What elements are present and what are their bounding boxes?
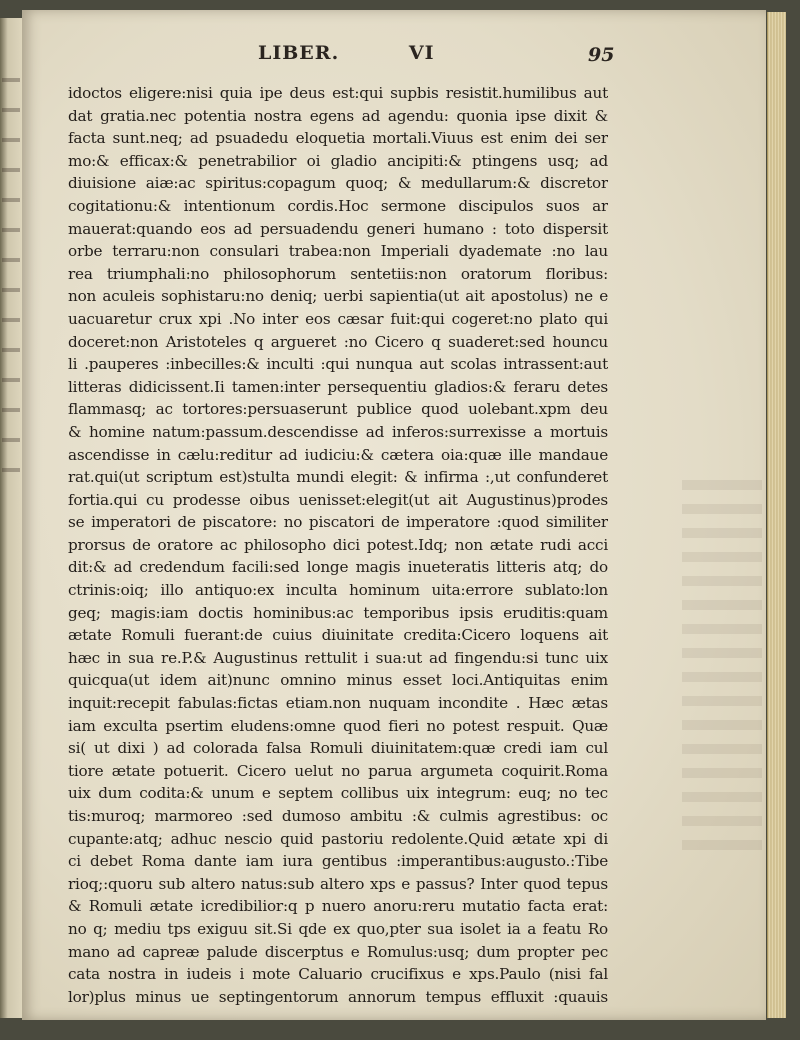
text-line: rat.qui(ut scriptum est)stulta mundi elegit: & infirma :,ut confunderet [68, 468, 608, 487]
text-line: rea triumphali:no philosophorum sentetiis:non oratorum floribus: [68, 264, 608, 283]
book-number: VI [408, 42, 435, 64]
text-line: uix dum codita:& unum e septem collibus uix integrum: euq; no tec [68, 784, 608, 803]
text-line: prorsus de oratore ac philosopho dici potest.Idq; non ætate rudi acci [68, 535, 608, 554]
text-line: mauerat:quando eos ad persuadendu generi humano : toto dispersit [68, 219, 608, 238]
text-line: dat gratia.nec potentia nostra egens ad agendu: quonia ipse dixit & [68, 106, 608, 125]
running-head [258, 42, 558, 64]
text-line: hæc in sua re.P.& Augustinus rettulit i sua:ut ad fingendu:si tunc uix [68, 648, 608, 667]
text-line: inquit:recepit fabulas:fictas etiam.non nuquam incondite . Hæc ætas [68, 694, 608, 713]
text-line: facta sunt.neq; ad psuadedu eloquetia mortali.Viuus est enim dei ser [68, 129, 608, 148]
text-line: ætate Romuli fuerant:de cuius diuinitate credita:Cicero loquens ait [68, 626, 608, 645]
text-block [68, 82, 608, 1008]
text-line: ci debet Roma dante iam iura gentibus :imperantibus:augusto.:Tibe [68, 852, 608, 871]
text-line: doceret:non Aristoteles q argueret :no Cicero q suaderet:sed houncu [68, 332, 608, 351]
text-line: rioq;:quoru sub altero natus:sub altero xps e passus? Inter quod tepus [68, 874, 608, 893]
text-line: iam exculta psertim eludens:omne quod fieri no potest respuit. Quæ [68, 716, 608, 735]
gilt-page-edges [767, 12, 786, 1018]
text-line: mano ad capreæ palude discerptus e Romulus:usq; dum propter pec [68, 942, 608, 961]
text-line: no q; mediu tps exiguu sit.Si qde ex quo,pter sua isolet ia a featu Ro [68, 919, 608, 938]
text-line: idoctos eligere:nisi quia ipe deus est:qui supbis resistit.humilibus aut [68, 84, 608, 102]
text-line: dit:& ad credendum facili:sed longe magis inueteratis litteris atq; do [68, 558, 608, 577]
text-line: geq; magis:iam doctis hominibus:ac temporibus ipsis eruditis:quam [68, 603, 608, 622]
text-line: flammasq; ac tortores:persuaserunt publice quod uolebant.xpm deu [68, 400, 608, 419]
text-line: tiore ætate potuerit. Cicero uelut no parua argumeta coquirit.Roma [68, 761, 608, 780]
text-line: & Romuli ætate icredibilior:q p nuero anoru:reru mutatio facta erat: [68, 897, 608, 916]
text-line: ctrinis:oiq; illo antiquo:ex inculta hominum uita:errore sublato:lon [68, 581, 608, 600]
text-line: lor)plus minus ue septingentorum annorum tempus effluxit :quauis [68, 987, 608, 1006]
text-line: litteras didicissent.Ii tamen:inter persequentiu gladios:& feraru detes [68, 377, 608, 396]
text-line: & homine natum:passum.descendisse ad inferos:surrexisse a mortuis [68, 422, 608, 441]
folio-number: 95 [588, 44, 615, 66]
text-line: non aculeis sophistaru:no deniq; uerbi sapientia(ut ait apostolus) ne e [68, 287, 608, 306]
text-line: cupante:atq; adhuc nescio quid pastoriu redolente.Quid ætate xpi di [68, 829, 608, 848]
text-line: cogitationu:& intentionum cordis.Hoc sermone discipulos suos ar [68, 196, 608, 215]
text-line: ascendisse in cælu:reditur ad iudiciu:& cætera oia:quæ ille mandaue [68, 445, 608, 464]
running-head-title: LIBER. [258, 42, 340, 64]
facing-page-edge [0, 18, 23, 1018]
text-line: se imperatori de piscatore: no piscatori de imperatore :quod similiter [68, 513, 608, 532]
text-line: diuisione aiæ:ac spiritus:copagum quoq; & medullarum:& discretor [68, 174, 608, 193]
text-line: uacuaretur crux xpi .No inter eos cæsar fuit:qui cogeret:no plato qui [68, 309, 608, 328]
text-line: tis:muroq; marmoreo :sed dumoso ambitu :& culmis agrestibus: oc [68, 807, 608, 825]
text-line: si( ut dixi ) ad colorada falsa Romuli diuinitatem:quæ credi iam cul [68, 739, 608, 758]
text-line: quicqua(ut idem ait)nunc omnino minus esset loci.Antiquitas enim [68, 671, 608, 690]
text-line: mo:& efficax:& penetrabilior oi gladio ancipiti:& ptingens usq; ad [68, 151, 608, 170]
show-through-text [682, 480, 772, 900]
text-line: orbe terraru:non consulari trabea:non Imperiali dyademate :no lau [68, 242, 608, 261]
text-line: cata nostra in iudeis i mote Caluario crucifixus e xps.Paulo (nisi fal [68, 965, 608, 984]
text-line: li .pauperes :inbecilles:& inculti :qui nunqua aut scolas intrassent:aut [68, 355, 608, 374]
text-line: fortia.qui cu prodesse oibus uenisset:elegit(ut ait Augustinus)prodes [68, 490, 608, 509]
